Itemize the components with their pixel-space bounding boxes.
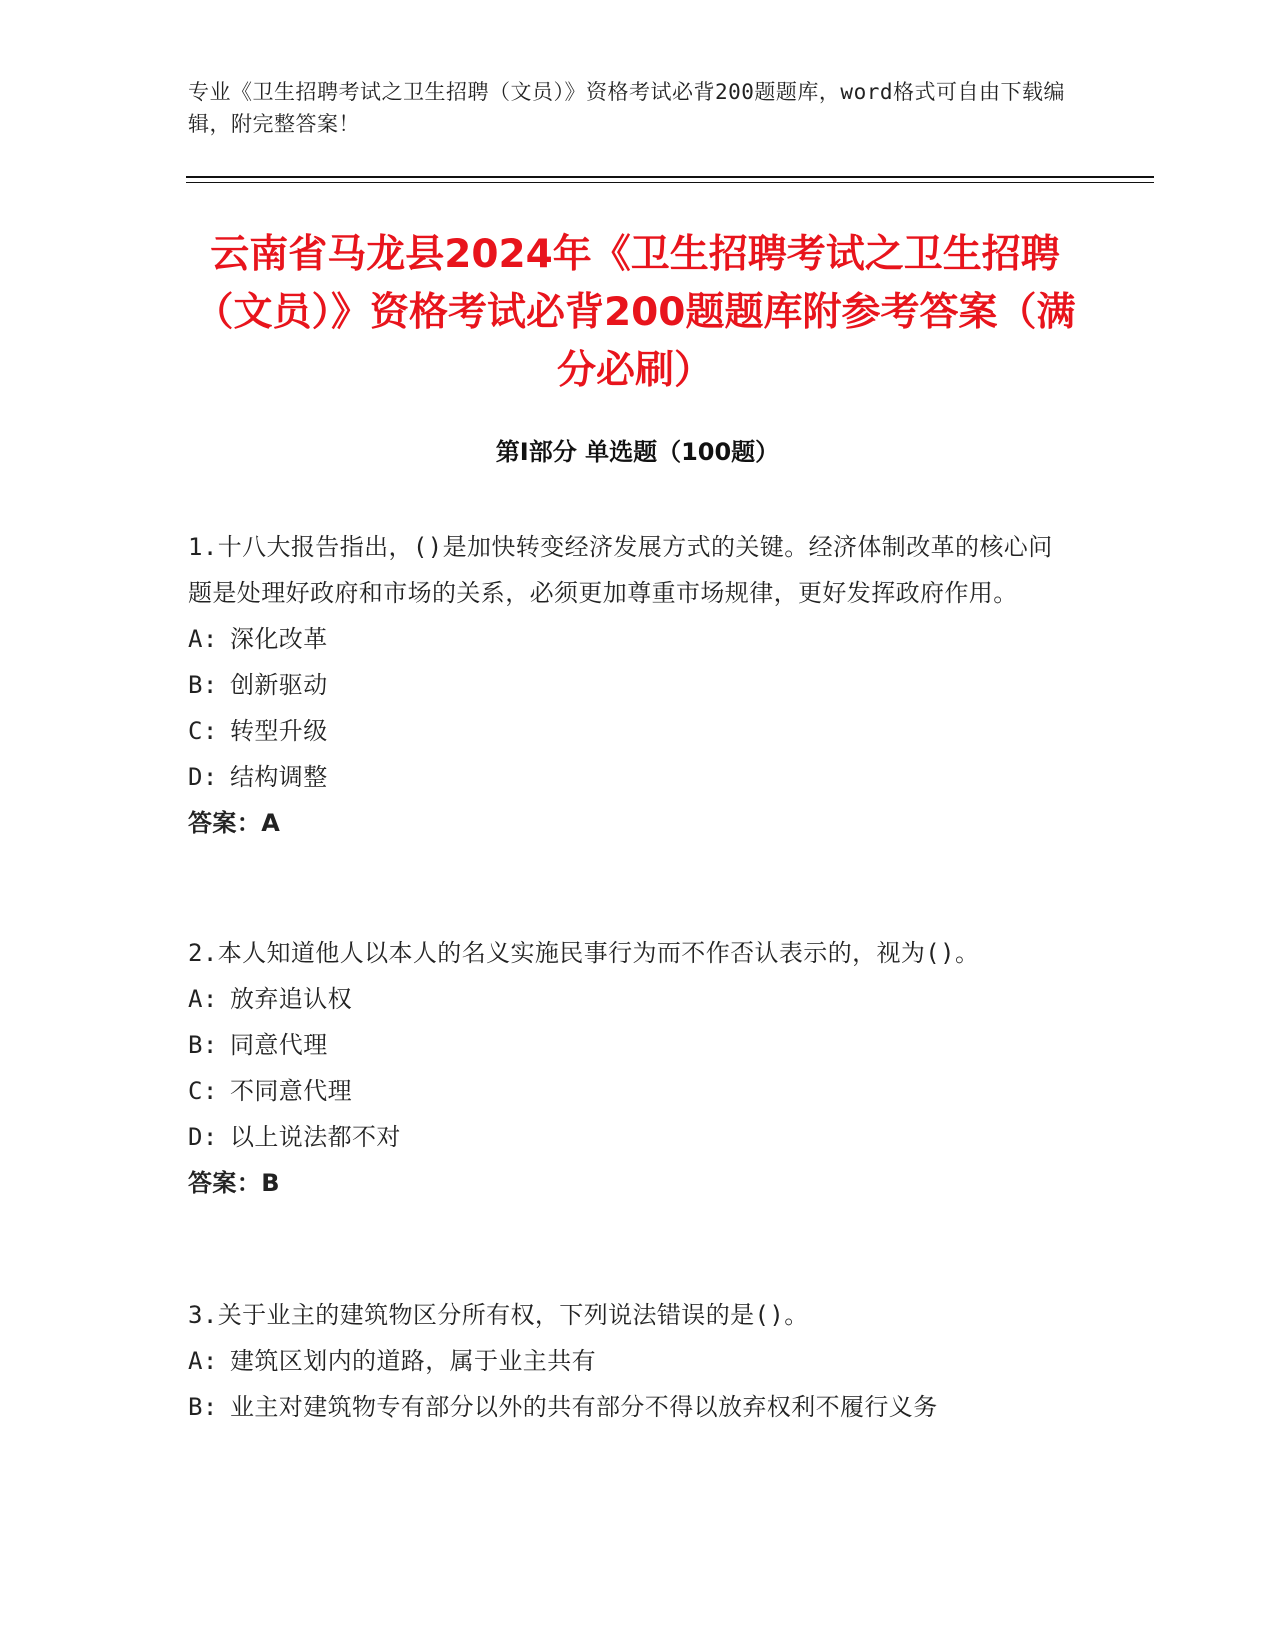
option-c [188,708,1068,754]
question-2 [188,930,1068,1206]
option-key: C: [188,1077,218,1105]
option-key: B: [188,1393,218,1421]
option-text: 转型升级 [230,717,328,745]
option-d [188,754,1068,800]
question-3 [188,1292,1068,1430]
option-a [188,1338,1068,1384]
question-stem: 2.本人知道他人以本人的名义实施民事行为而不作否认表示的，视为()。 [188,939,980,967]
option-text: 深化改革 [230,625,328,653]
option-text: 同意代理 [230,1031,328,1059]
question-stem: 3.关于业主的建筑物区分所有权，下列说法错误的是()。 [188,1301,809,1329]
option-b [188,1022,1068,1068]
option-text: 不同意代理 [230,1077,352,1105]
header-note: 专业《卫生招聘考试之卫生招聘（文员）》资格考试必背200题题库，word格式可自由下载编辑，附完整答案！ [188,80,1065,136]
option-d [188,1114,1068,1160]
option-text: 结构调整 [230,763,328,791]
question-stem: 1.十八大报告指出，()是加快转变经济发展方式的关键。经济体制改革的核心问题是处理好政府和市场的关系，必须更加尊重市场规律，更好发挥政府作用。 [188,533,1053,607]
option-text: 以上说法都不对 [230,1123,401,1151]
option-key: A: [188,625,218,653]
option-text: 业主对建筑物专有部分以外的共有部分不得以放弃权利不履行义务 [230,1393,938,1421]
answer: 答案：A [188,809,281,837]
option-key: D: [188,763,218,791]
option-key: B: [188,1031,218,1059]
answer: 答案：B [188,1169,280,1197]
option-key: C: [188,717,218,745]
option-b [188,662,1068,708]
option-text: 放弃追认权 [230,985,352,1013]
document-title: 云南省马龙县2024年《卫生招聘考试之卫生招聘（文员）》资格考试必背200题题库附参考答案（满分必刷） [194,232,1076,393]
question-1 [188,524,1068,846]
option-key: A: [188,1347,218,1375]
option-key: D: [188,1123,218,1151]
option-text: 建筑区划内的道路，属于业主共有 [230,1347,596,1375]
option-a [188,976,1068,1022]
option-key: A: [188,985,218,1013]
section-heading: 第Ⅰ部分 单选题（100题） [495,438,780,466]
option-text: 创新驱动 [230,671,328,699]
option-key: B: [188,671,218,699]
header-divider-thin [186,182,1154,183]
option-b [188,1384,1068,1430]
option-c [188,1068,1068,1114]
header-divider [186,176,1154,178]
option-a [188,616,1068,662]
